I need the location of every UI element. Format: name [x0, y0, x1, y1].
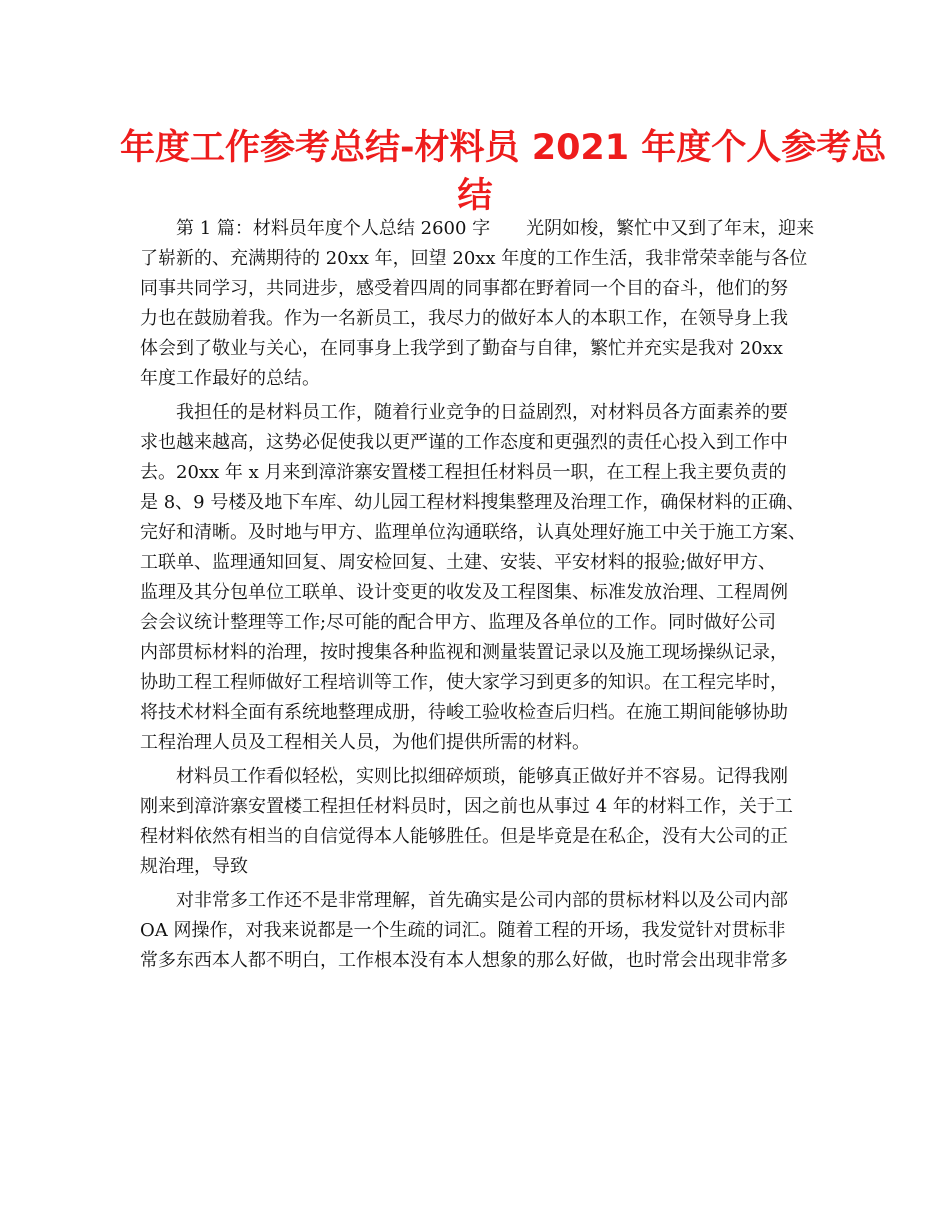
paragraph-3	[140, 762, 820, 882]
paragraph-1	[140, 214, 820, 394]
paragraph-2	[140, 398, 820, 758]
text-line: OA 网操作，对我来说都是一个生疏的词汇。随着工程的开场，我发觉针对贯标非	[140, 920, 786, 941]
text-line: 力也在鼓励着我。作为一名新员工，我尽力的做好本人的本职工作，在领导身上我	[140, 308, 788, 329]
title-line-1: 年度工作参考总结-材料员 2021 年度个人参考总	[120, 128, 887, 168]
text-line: 常多东西本人都不明白，工作根本没有本人想象的那么好做，也时常会出现非常多	[140, 950, 788, 971]
text-line: 工程治理人员及工程相关人员，为他们提供所需的材料。	[140, 732, 590, 753]
text-line: 完好和清晰。及时地与甲方、监理单位沟通联络，认真处理好施工中关于施工方案、	[140, 522, 806, 543]
text-line: 是 8、9 号楼及地下车库、幼儿园工程材料搜集整理及治理工作，确保材料的正确、	[140, 492, 805, 513]
text-line: 协助工程工程师做好工程培训等工作，使大家学习到更多的知识。在工程完毕时，	[140, 672, 788, 693]
text-line: 规治理，导致	[140, 856, 248, 877]
text-line: 体会到了敬业与关心，在同事身上我学到了勤奋与自律，繁忙并充实是我对 20xx	[140, 338, 783, 359]
text-line: 材料员工作看似轻松，实则比拟细碎烦琐，能够真正做好并不容易。记得我刚	[176, 766, 788, 787]
text-line: 第 1 篇：材料员年度个人总结 2600 字 光阴如梭，繁忙中又到了年末，迎来	[176, 218, 815, 239]
title-line-2: 结	[457, 176, 493, 216]
text-line: 内部贯标材料的治理，按时搜集各种监视和测量装置记录以及施工现场操纵记录，	[140, 642, 788, 663]
text-line: 求也越来越高，这势必促使我以更严谨的工作态度和更强烈的责任心投入到工作中	[140, 432, 788, 453]
text-line: 将技术材料全面有系统地整理成册，待峻工验收检查后归档。在施工期间能够协助	[140, 702, 788, 723]
text-line: 年度工作最好的总结。	[140, 368, 320, 389]
text-line: 同事共同学习，共同进步，感受着四周的同事都在野着同一个目的奋斗，他们的努	[140, 278, 788, 299]
text-line: 对非常多工作还不是非常理解，首先确实是公司内部的贯标材料以及公司内部	[176, 890, 788, 911]
text-line: 我担任的是材料员工作，随着行业竞争的日益剧烈，对材料员各方面素养的要	[176, 402, 788, 423]
paragraph-4	[140, 886, 820, 976]
text-line: 去。20xx 年 x 月来到漳浒寨安置楼工程担任材料员一职，在工程上我主要负责的	[140, 462, 787, 483]
text-line: 会会议统计整理等工作;尽可能的配合甲方、监理及各单位的工作。同时做好公司	[140, 612, 777, 633]
text-line: 刚来到漳浒寨安置楼工程担任材料员时，因之前也从事过 4 年的材料工作，关于工	[140, 796, 793, 817]
text-line: 监理及其分包单位工联单、设计变更的收发及工程图集、标准发放治理、工程周例	[140, 582, 788, 603]
document-body	[140, 214, 820, 976]
text-line: 程材料依然有相当的自信觉得本人能够胜任。但是毕竟是在私企，没有大公司的正	[140, 826, 788, 847]
document-title	[120, 124, 887, 220]
text-line: 工联单、监理通知回复、周安检回复、土建、安装、平安材料的报验;做好甲方、	[140, 552, 777, 573]
text-line: 了崭新的、充满期待的 20xx 年，回望 20xx 年度的工作生活，我非常荣幸能与各位	[140, 248, 808, 269]
